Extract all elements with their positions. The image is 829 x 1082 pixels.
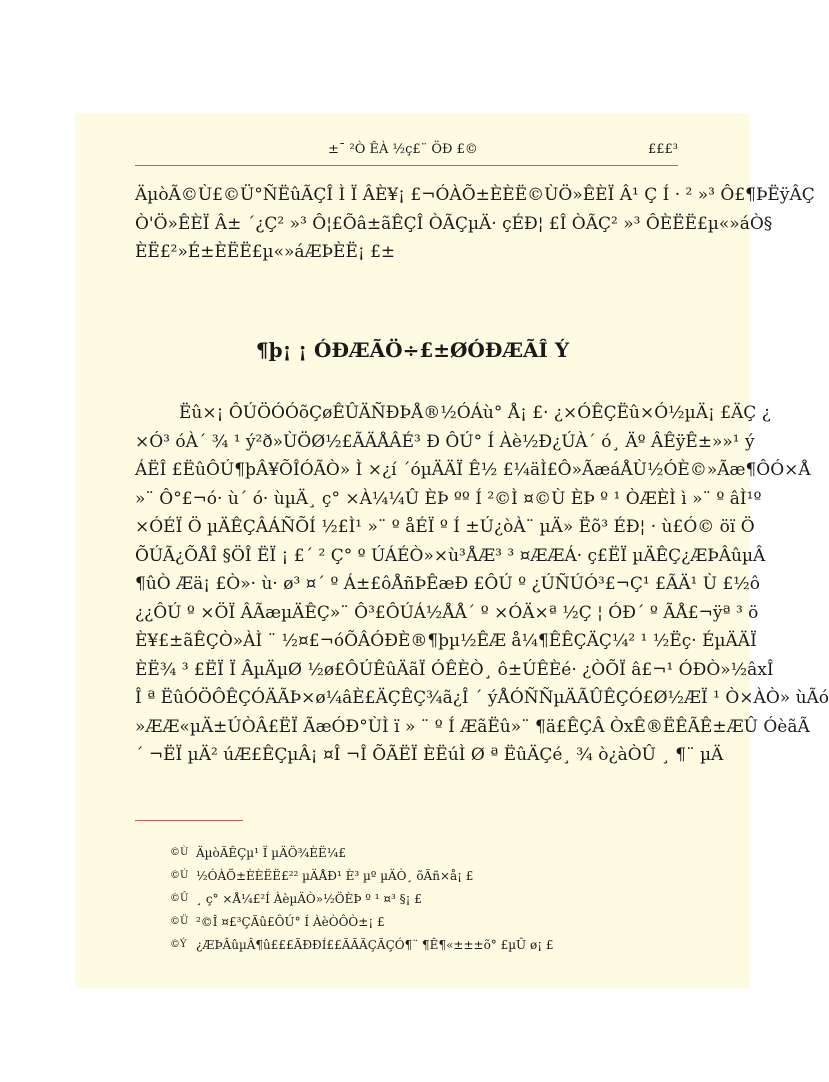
running-head [135, 135, 678, 163]
document-page [75, 113, 829, 988]
paragraph-line: »ÆÆ«µÄ±ÚÒÂ£ËÏ ÃæÓÐ°ÙÌ ï » ¨ º Í ÆãËû»¨ ¶ä£ÊÇÂ ÒxÊ®ËÊÃÊ±ÆÛ ÓèãÃ [135, 716, 810, 737]
paragraph-line: ÄµòÃ©Ù£©Ü°ÑËûÃÇÎ Ì Ï ÂÈ¥¡ £¬ÓÀÕ±ÈÈË©ÙÖ»ÊÈÏ Â¹ Ç Í · ² »³ Ô£¶ÞËÿÂÇ [135, 185, 815, 205]
header-rule [135, 165, 678, 166]
paragraph-line: È¥£±ãÊÇÒ»ÀÌ ¨ ½¤£¬óÕÂÓÐÈ®¶þµ½ÊÆ å¼¶ÊÊÇÄÇ¼² ¹ ½Ëç· ÉµÄÄÏ [135, 631, 757, 651]
paragraph-line: ×Ó³ óÀ´ ¾ ¹ ý²ð»ÙÖØ½£ÃÄÅÂÉ³ Ð ÔÚ° Í Àè½Ð¿ÚÀ´ ó¸ Äº ÂÊÿÊ±»»¹ ý [135, 431, 755, 452]
footnote-marker: ©Ú [170, 870, 189, 881]
paragraph-line: »¨ Ô°£¬ó· ù´ ó· ùµÄ¸ ç° ×À¼¼Û ÈÞ ºº Í ²©Ì ¤©Ù ÈÞ º ¹ ÒÆÈÌ ì »¨ º âÌ¹º [135, 488, 762, 509]
paragraph-1 [135, 181, 815, 267]
footnote-marker: ©Ü [170, 916, 189, 927]
footnote-text: ¸ ç° ×Å¼£²Í ÀèµÄÒ»½ÖÈÞ º ¹ ¤³ §¡ £ [196, 891, 422, 906]
footnote [170, 864, 678, 887]
paragraph-line: ÈË£²»É±ÈËË£µ«»áÆÞÈË¡ £± [135, 242, 396, 262]
footnote [170, 910, 678, 933]
footnote-marker: ©Û [170, 893, 189, 904]
footnote-text: ½ÓÀÕ±ÈÈËË£²² µÄÅÐ¹ È³ µº µÄÒ¸ õÃñ×å¡ £ [196, 868, 474, 883]
footnote-text: ¿ÆÞÂûµÂ¶û£££ÃÐÐÍ££ÃÃÃÇÃÇÓ¶¨ ¶Ê¶«±±±õ° £µÛ ø¡ £ [196, 937, 554, 952]
paragraph-line: ¿¿ÔÚ º ×ÖÏ ÂÃæµÄÊÇ»¨ Ô³£ÔÚÁ½ÅÅ´ º ×ÓÄ×ª ½Ç ¦ ÓÐ´ º ÃÅ£¬ÿª ³ ö [135, 602, 759, 623]
paragraph-2 [135, 399, 829, 770]
paragraph-line: ÈË¾ ³ £ËÏ Ï ÂµÄµØ ½ø£ÔÚÊûÄãÏ ÓÊÈÒ¸ ô±ÚÊÈé· ¿ÒÕÏ â£¬¹ ÓÐÒ»½âxÎ [135, 659, 774, 680]
running-head-title: ±¯ ²Ò ÊÀ ½ç£¨ ÖÐ £© [328, 141, 478, 157]
paragraph-line: ÁËÎ £ËûÔÚ¶þÂ¥ÕÎÓÃÒ» Ì ×¿í ´óµÄÄÏ Ê½ £¼äÌ£Ô»ÃæáÅÙ½ÓÈ©»Ãæ¶ÔÓ×Å [135, 460, 811, 480]
footnote-text: ²©Î ¤£³ÇÃû£ÔÚ° Í ÀèÒÔÒ±¡ £ [196, 914, 385, 929]
footnote-marker: ©Ý [170, 939, 187, 950]
footnotes [170, 841, 678, 956]
footnote-marker: ©Ù [170, 847, 189, 858]
paragraph-line: Ò'Ö»ÊÈÏ Â± ´¿Ç² »³ Ô¦£Õâ±ãÊÇÎ ÒÃÇµÄ· çÉÐ¦ £Î ÒÃÇ² »³ ÔÈËË£µ«»áÒ§ [135, 213, 773, 234]
page-number: £££³ [647, 141, 678, 157]
paragraph-line: ¶ûÒ Æä¡ £Ò»· ù· ø³ ¤´ º Á±£ôÅñÞÊæÐ £ÔÚ º ¿ÚÑÚÓ³£¬Ç¹ £ÃÄ¹ Ù £½ô [135, 574, 760, 594]
paragraph-line: Ëû×¡ ÔÚÖÓÓõÇøÊÛÄÑÐÞÅ®½ÓÁù° Å¡ £· ¿×ÓÊÇËû×Ó½µÄ¡ £ÄÇ ¿ [179, 403, 771, 423]
paragraph-line: ´ ¬ËÏ µÄ² úÆ£ÊÇµÂ¡ ¤Î ¬Î ÕÃËÏ ÈËúÌ Ø ª ËûÄÇé¸ ¾ ò¿àÒÛ ¸ ¶¨ µÄ [135, 745, 724, 765]
paragraph-line: Î ª ËûÓÖÔÊÇÓÄÃÞ×ø¼âÈ£ÄÇÊÇ¾ã¿Î ´ ýÅÓÑÑµÄÃÛÊÇÓ£Ø½ÆÏ ¹ Ò×ÀÒ» ùÃó [135, 688, 829, 708]
footnote [170, 841, 678, 864]
footnote [170, 887, 678, 910]
footnote [170, 933, 678, 956]
paragraph-line: ×ÓÉÏ Ö µÄÊÇÂÁÑÕÍ ½£Ì¹ »¨ º åÉÏ º Í ±Ú¿òÀ¨ µÄ» Ëõ³ ÉÐ¦ · ù£Ó© öï Ö [135, 517, 755, 537]
footnote-rule [135, 820, 243, 821]
footnote-text: ÄµòÃÊÇµ¹ Ï µÄÖ¾ÈË¼£ [196, 845, 346, 860]
paragraph-line: ÕÚÃ¿ÕÅÎ §ÖÎ ËÏ ¡ £´ ² Ç° º ÚÁÉÒ»×ù³ÅÆ³ ³ ¤ÆÆÁ· ç£ËÏ µÄÊÇ¿ÆÞÂûµÂ [135, 545, 766, 566]
section-heading: ¶þ¡ ¡ ÓÐÆÃÖ÷£±ØÓÐÆÃÎ Ý [255, 338, 570, 362]
